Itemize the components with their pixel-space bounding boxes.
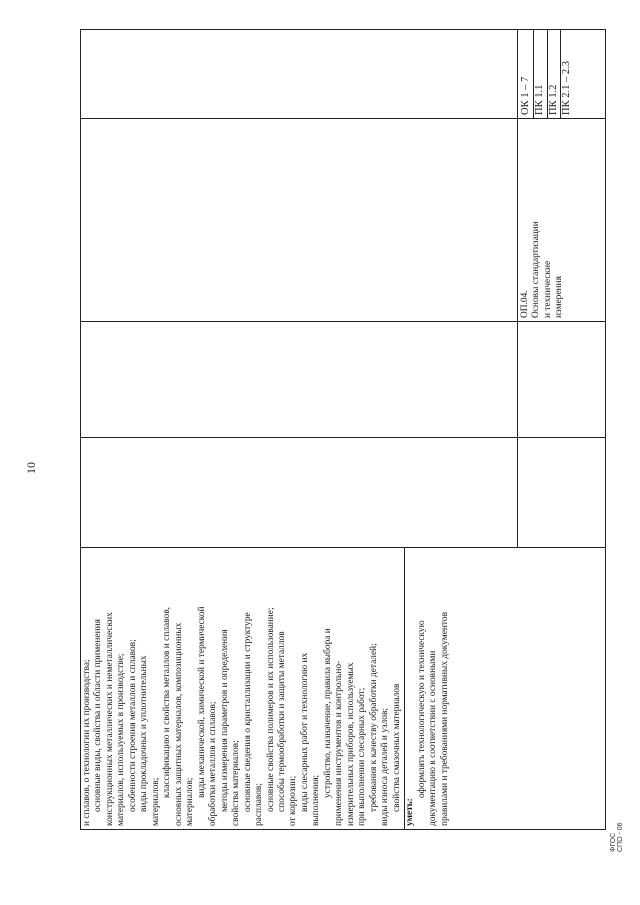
- main-line: виды прокладочных и уплотнительных: [139, 655, 150, 812]
- main-line: измерительных приборов, используемых: [345, 662, 356, 826]
- page-number: 10: [24, 462, 38, 474]
- main-line: выполнения;: [311, 774, 322, 826]
- discipline-title-line: измерения: [554, 276, 565, 318]
- main-line: и сплавов, о технологии их производства;: [82, 659, 92, 826]
- competency-code: ПК 1.2: [548, 30, 562, 118]
- main-line: виды износа деталей и узлов;: [380, 707, 391, 826]
- competency-code: ПК 2.1 – 2.3: [561, 61, 573, 115]
- main-line: устройство, назначение, правила выбора и: [322, 628, 333, 798]
- main-line: классификацию и свойства металлов и сплавов,: [162, 607, 173, 798]
- main-line: виды механической, химической и термической: [196, 606, 207, 798]
- empty-cell: [518, 322, 606, 438]
- main-line: основных защитных материалов, композиционных: [173, 622, 184, 826]
- competency-code: ОК 1 – 7: [520, 30, 534, 118]
- main-line: свойства смазочных материалов: [391, 683, 402, 812]
- main-line: при выполнении слесарных работ;: [357, 687, 368, 826]
- main-line: материалов;: [185, 777, 196, 826]
- discipline-cell: [518, 119, 606, 322]
- competency-code: ПК 1.1: [534, 30, 548, 118]
- main-line: обработки металлов и сплавов;: [208, 701, 219, 826]
- main-line: основные виды, свойства и области применения: [93, 619, 104, 812]
- umet-line: документацию в соответствии с основными: [428, 650, 439, 826]
- main-line: способы термообработки и защиты металлов: [276, 631, 287, 812]
- empty-cell: [81, 438, 518, 548]
- empty-cell: [81, 30, 518, 119]
- main-line: применения инструментов и контрольно-: [334, 660, 345, 826]
- main-line: расплавов;: [254, 783, 265, 826]
- main-line: требования к качеству обработки деталей;: [368, 643, 379, 812]
- requirements-table: [80, 29, 606, 830]
- main-line: основные свойства полимеров и их использование;: [265, 607, 276, 812]
- empty-cell: [81, 119, 518, 322]
- main-line: материалов;: [150, 777, 161, 826]
- knowledge-skills-cell: [81, 548, 606, 830]
- umet-line: оформлять технологическую и техническую: [416, 620, 427, 798]
- discipline-code: ОП.04.: [520, 290, 530, 318]
- main-line: основные сведения о кристаллизации и структуре: [242, 612, 253, 812]
- discipline-title-line: Основы стандартизации: [531, 221, 542, 318]
- main-line: от коррозии;: [288, 775, 299, 826]
- footer-label: ФГОС СПО - 06: [610, 822, 624, 852]
- empty-cell: [81, 322, 518, 438]
- main-line: материалов, используемых в производстве;: [116, 653, 127, 826]
- main-line: виды слесарных работ и технологию их: [299, 652, 310, 812]
- main-line: свойства материалов;: [231, 740, 242, 826]
- competencies-cell: [518, 30, 606, 119]
- umet-line: правилами и требованиями нормативных документов: [439, 612, 450, 826]
- main-line: особенности строения металлов и сплавов;: [127, 639, 138, 812]
- main-line: конструкционных металлических и неметаллических: [104, 612, 115, 826]
- main-line: методы измерения параметров и определения: [219, 629, 230, 812]
- requirements-table-rotated: [80, 30, 605, 830]
- empty-cell: [518, 438, 606, 548]
- umet-label: уметь:: [405, 798, 416, 826]
- umet-section: [404, 548, 451, 829]
- discipline-title-line: и технические: [542, 260, 553, 318]
